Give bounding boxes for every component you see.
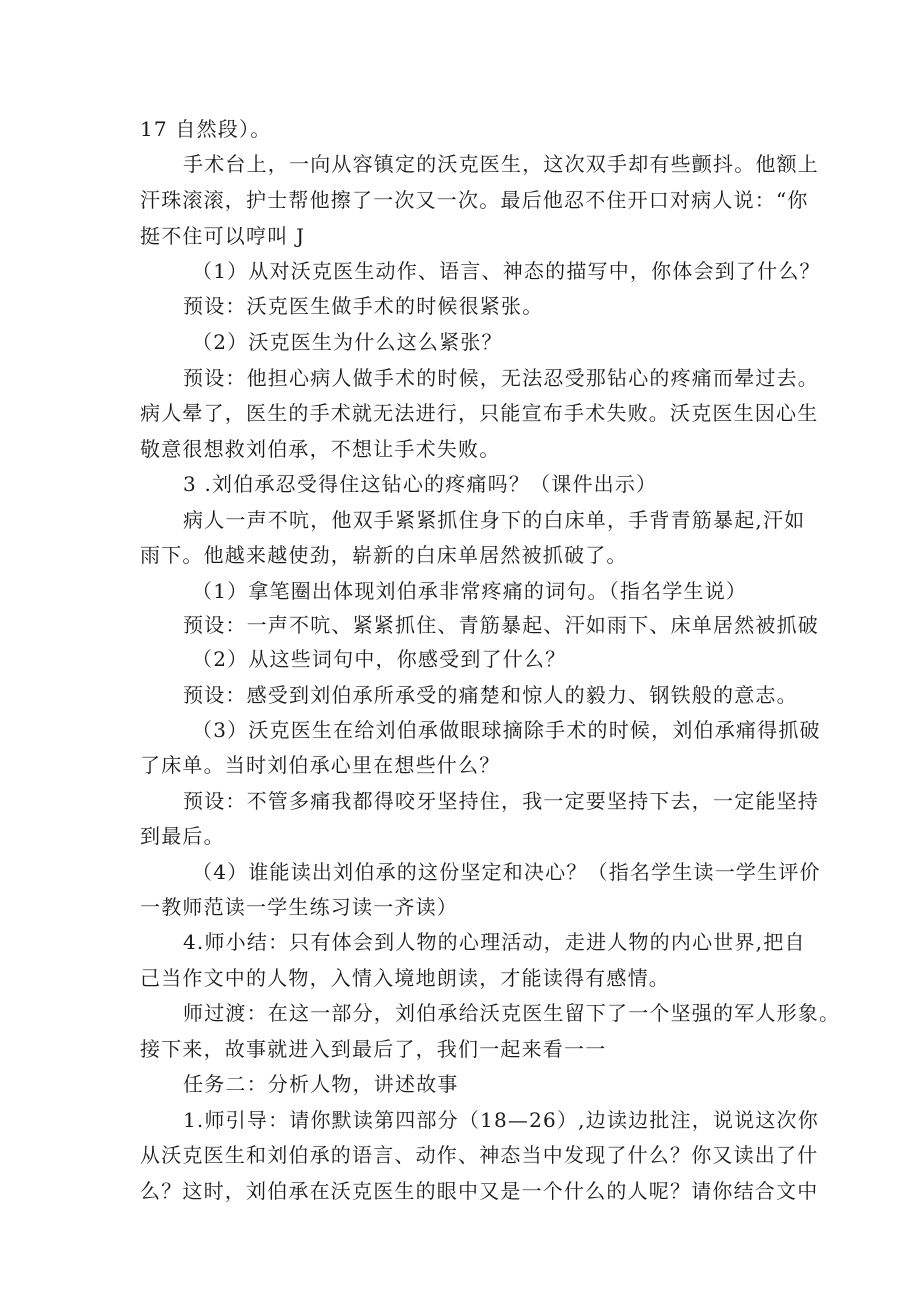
text-line: 一教师范读一学生练习读一齐读）	[140, 895, 458, 919]
text-line: 己当作文中的人物，入情入境地朗读，才能读得有感情。	[140, 966, 670, 990]
text-line: 1.师引导：请你默读第四部分（18—26）,边读边批注，说说这次你	[183, 1108, 819, 1132]
text-line: 敬意很想救刘伯承，不想让手术失败。	[140, 437, 501, 461]
text-line: 预设：不管多痛我都得咬牙坚持住，我一定要坚持下去，一定能坚持	[183, 789, 819, 813]
text-line: 3 .刘伯承忍受得住这钻心的疼痛吗？（课件出示）	[183, 472, 658, 496]
text-line: 预设：感受到刘伯承所承受的痛楚和惊人的毅力、钢铁般的意志。	[183, 683, 798, 707]
text-line: （4）谁能读出刘伯承的这份坚定和决心？（指名学生读一学生评价	[192, 860, 821, 884]
text-line: 雨下。他越来越使劲，崭新的白床单居然被抓破了。	[140, 543, 628, 567]
text-line: （2）沃克医生为什么这么紧张？	[192, 330, 503, 354]
text-line: 预设：一声不吭、紧紧抓住、青筋暴起、汗如雨下、床单居然被抓破	[183, 613, 819, 637]
text-line: 从沃克医生和刘伯承的语言、动作、神态当中发现了什么？你又读出了什	[140, 1143, 819, 1167]
text-line: （1）从对沃克医生动作、语言、神态的描写中，你体会到了什么？	[192, 259, 821, 283]
text-line: 手术台上，一向从容镇定的沃克医生，这次双手却有些颤抖。他额上	[183, 152, 819, 176]
text-line: 预设：他担心病人做手术的时候，无法忍受那钻心的疼痛而晕过去。	[183, 366, 819, 390]
text-line: 挺不住可以哼叫 J	[140, 224, 306, 248]
text-line: 汗珠滚滚，护士帮他擦了一次又一次。最后他忍不住开口对病人说：“你	[140, 188, 809, 212]
text-line: 病人一声不吭，他双手紧紧抓住身下的白床单，手背青筋暴起,汗如	[183, 508, 806, 532]
text-line: 病人晕了，医生的手术就无法进行，只能宣布手术失败。沃克医生因心生	[140, 401, 819, 425]
text-line: 师过渡：在这一部分，刘伯承给沃克医生留下了一个坚强的军人形象。	[183, 1001, 841, 1025]
text-line: （3）沃克医生在给刘伯承做眼球摘除手术的时候，刘伯承痛得抓破	[192, 718, 821, 742]
section-heading: 任务二：分析人物，讲述故事	[183, 1072, 459, 1096]
text-line: （2）从这些词句中，你感受到了什么？	[192, 647, 567, 671]
text-line: 到最后。	[140, 824, 225, 848]
text-line: （1）拿笔圈出体现刘伯承非常疼痛的词句。（指名学生说）	[192, 579, 748, 603]
text-line: 4.师小结：只有体会到人物的心理活动，走进人物的内心世界,把自	[183, 930, 806, 954]
text-line: 接下来，故事就进入到最后了，我们一起来看一一	[140, 1037, 607, 1061]
text-line: 预设：沃克医生做手术的时候很紧张。	[183, 294, 544, 318]
text-line: 么？这时，刘伯承在沃克医生的眼中又是一个什么的人呢？请你结合文中	[140, 1179, 819, 1203]
text-line: 17 自然段）。	[140, 117, 272, 141]
text-line: 了床单。当时刘伯承心里在想些什么？	[140, 753, 501, 777]
